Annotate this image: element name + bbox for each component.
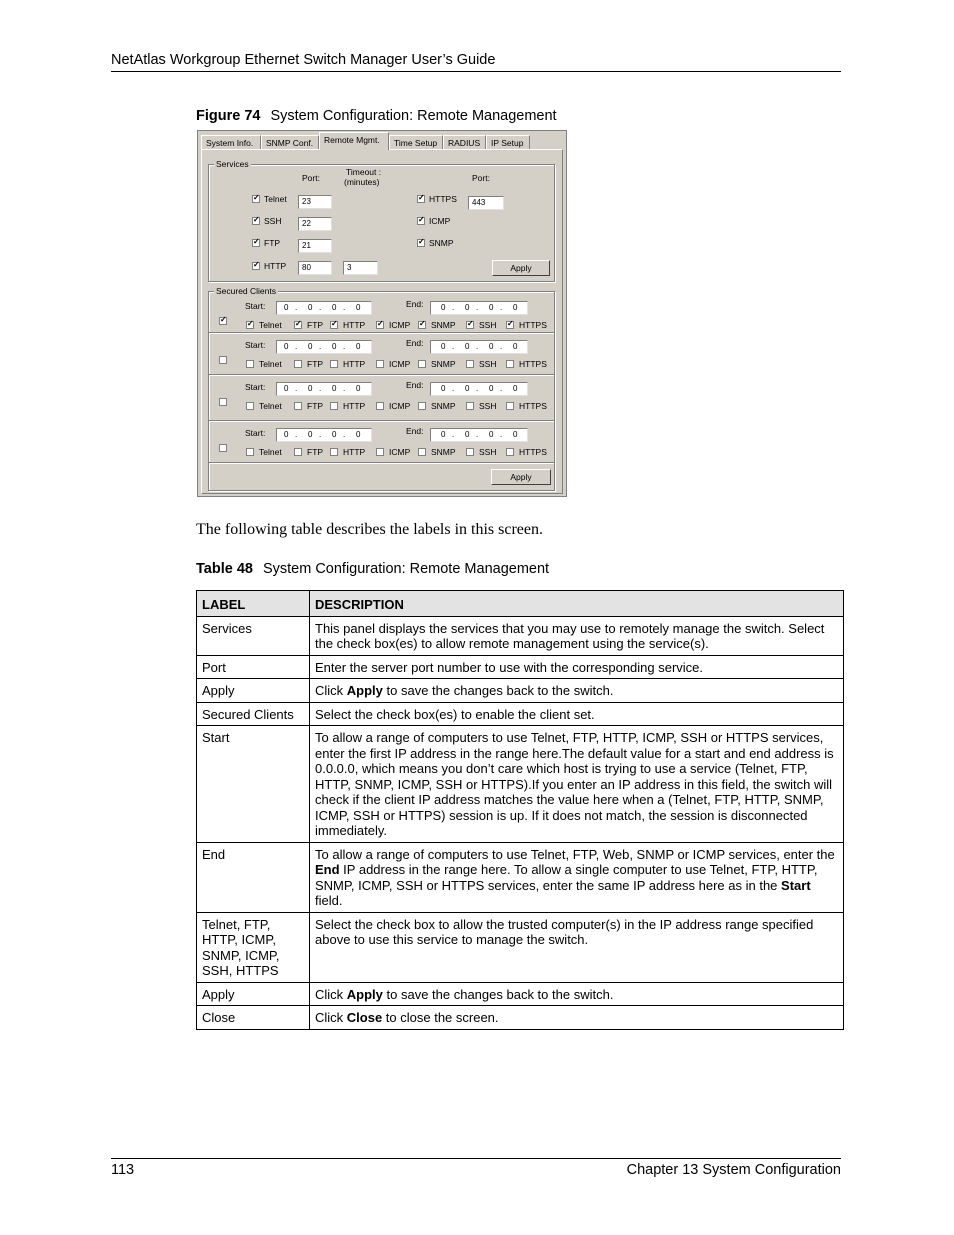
client-row-1-icmp-checkbox[interactable] (376, 321, 384, 329)
timeout-header: Timeout : (346, 167, 382, 177)
label-cell: End (197, 842, 310, 912)
end-ip-octet: 0 (489, 384, 494, 393)
start-ip-octet: 0 (284, 384, 289, 393)
client-row-1-ssh-label: SSH (479, 320, 497, 330)
tab-time-setup[interactable]: Time Setup (389, 135, 443, 149)
client-row-3-icmp-label: ICMP (389, 401, 411, 411)
client-row-4-http-label: HTTP (343, 447, 366, 457)
client-row-2-ssh-checkbox[interactable] (466, 360, 474, 368)
ip-dot: . (476, 384, 479, 393)
client-row-1-http-checkbox[interactable] (330, 321, 338, 329)
description-text: to save the changes back to the switch. (382, 986, 614, 1002)
client-row-4-ssh-label: SSH (479, 447, 497, 457)
client-row-4-icmp-label: ICMP (389, 447, 411, 457)
start-ip-octet: 0 (284, 430, 289, 439)
services-apply-button[interactable]: Apply (492, 260, 550, 276)
ssh-checkbox[interactable] (252, 217, 260, 225)
start-ip-octet: 0 (356, 342, 361, 351)
ip-dot: . (319, 384, 322, 393)
figure-number: Figure 74 (196, 108, 261, 124)
ip-dot: . (343, 342, 346, 351)
client-row-1-ftp-label: FTP (307, 320, 324, 330)
description-cell (310, 616, 844, 655)
end-ip-octet: 0 (465, 342, 470, 351)
ip-dot: . (319, 342, 322, 351)
client-row-2-enable-checkbox[interactable] (219, 356, 227, 364)
intro-paragraph: The following table describes the labels in this screen. (196, 521, 544, 538)
client-row-3-ssh-checkbox[interactable] (466, 402, 474, 410)
start-ip-octet: 0 (284, 342, 289, 351)
ftp-label: FTP (264, 238, 281, 248)
client-row-divider (209, 332, 554, 334)
end-ip-octet: 0 (441, 384, 446, 393)
ip-dot: . (295, 430, 298, 439)
description-text: To allow a range of computers to use Telnet, FTP, HTTP, ICMP, SSH or HTTPS services, enter the first IP address in the range here.The default value for a start and end address is 0.0.0.0, which means you don’t care which host is trying to use a service (Telnet, FTP, HTTP, SNMP, ICMP, SSH or HTTPS).If you enter an IP address in this field, the switch will check if the client IP address matches the value here when a (Telnet, FTP, HTTP, SNMP, ICMP, SSH or HTTPS) session is up. If it does not match, the session is disconnected immediately. (315, 730, 834, 838)
ip-dot: . (500, 384, 503, 393)
client-row-3-http-label: HTTP (343, 401, 366, 411)
description-bold-term: Start (781, 877, 811, 893)
description-bold-term: Apply (346, 986, 383, 1002)
client-row-3-icmp-checkbox[interactable] (376, 402, 384, 410)
page-number: 113 (111, 1162, 135, 1178)
client-row-divider (209, 462, 554, 464)
tab-radius[interactable]: RADIUS (443, 135, 486, 149)
client-row-1-end-label: End: (406, 299, 424, 309)
ip-dot: . (476, 430, 479, 439)
ip-dot: . (500, 430, 503, 439)
client-row-3-ftp-label: FTP (307, 401, 324, 411)
secured-clients-group-title: Secured Clients (216, 286, 277, 296)
timeout-unit: (minutes) (344, 177, 380, 187)
end-ip-octet: 0 (465, 303, 470, 312)
description-cell (310, 726, 844, 843)
ip-dot: . (500, 303, 503, 312)
client-row-2-end-label: End: (406, 338, 424, 348)
label-cell: Telnet, FTP, HTTP, ICMP, SNMP, ICMP, SSH, HTTPS (197, 912, 310, 982)
description-text: This panel displays the services that you may use to remotely manage the switch. Select the check box(es) to allow remote management using the service(s). (315, 620, 825, 651)
client-row-4-snmp-checkbox[interactable] (418, 448, 426, 456)
table-row (197, 679, 844, 703)
client-row-3-end-label: End: (406, 380, 424, 390)
description-cell (310, 912, 844, 982)
client-row-1-telnet-label: Telnet (259, 320, 282, 330)
https-checkbox[interactable] (417, 195, 425, 203)
description-cell (310, 982, 844, 1006)
table-row (197, 702, 844, 726)
description-cell (310, 1006, 844, 1030)
label-cell: Secured Clients (197, 702, 310, 726)
ssh-label: SSH (264, 216, 282, 226)
label-cell: Services (197, 616, 310, 655)
end-ip-octet: 0 (489, 342, 494, 351)
client-row-3-https-checkbox[interactable] (506, 402, 514, 410)
ip-dot: . (343, 384, 346, 393)
end-ip-octet: 0 (513, 342, 518, 351)
tab-system-info[interactable]: System Info. (201, 135, 261, 149)
client-row-3-start-label: Start: (245, 382, 266, 392)
label-cell: Start (197, 726, 310, 843)
client-row-2-end-ip-input[interactable] (430, 340, 528, 354)
https-label: HTTPS (429, 194, 457, 204)
client-row-3-https-label: HTTPS (519, 401, 547, 411)
end-ip-octet: 0 (441, 430, 446, 439)
client-row-4-https-checkbox[interactable] (506, 448, 514, 456)
start-ip-octet: 0 (308, 303, 313, 312)
footer-rule (111, 1158, 841, 1159)
telnet-port-input[interactable]: 23 (298, 195, 332, 209)
client-row-2-http-checkbox[interactable] (330, 360, 338, 368)
description-bold-term: End (315, 862, 340, 877)
client-row-3-ssh-label: SSH (479, 401, 497, 411)
ssh-port-input[interactable]: 22 (298, 217, 332, 231)
table-header-row (197, 591, 844, 617)
tab-ip-setup[interactable]: IP Setup (486, 135, 530, 149)
table-number: Table 48 (196, 561, 253, 577)
header-rule (111, 71, 841, 72)
chapter-title: Chapter 13 System Configuration (626, 1162, 841, 1178)
client-row-divider (209, 374, 554, 376)
client-row-divider (209, 420, 554, 422)
client-row-4-icmp-checkbox[interactable] (376, 448, 384, 456)
client-row-4-ssh-checkbox[interactable] (466, 448, 474, 456)
ip-dot: . (295, 303, 298, 312)
table-row (197, 616, 844, 655)
table-title: System Configuration: Remote Management (262, 561, 550, 577)
figure-title: System Configuration: Remote Management (270, 108, 557, 124)
client-row-1-telnet-checkbox[interactable] (246, 321, 254, 329)
end-ip-octet: 0 (513, 303, 518, 312)
http-port-input[interactable]: 80 (298, 261, 332, 275)
end-ip-octet: 0 (513, 430, 518, 439)
client-row-2-start-label: Start: (245, 340, 266, 350)
client-row-4-telnet-checkbox[interactable] (246, 448, 254, 456)
snmp-label: SNMP (429, 238, 454, 248)
icmp-checkbox[interactable] (417, 217, 425, 225)
description-bold-term: Close (346, 1010, 383, 1025)
client-row-1-start-label: Start: (245, 301, 266, 311)
services-group-title: Services (216, 159, 249, 169)
client-row-2-snmp-checkbox[interactable] (418, 360, 426, 368)
table-row (197, 726, 844, 843)
secured-clients-group (208, 286, 555, 491)
ip-dot: . (500, 342, 503, 351)
ip-dot: . (452, 342, 455, 351)
start-ip-octet: 0 (284, 303, 289, 312)
https-port-input[interactable]: 443 (468, 196, 504, 210)
description-text: Select the check box(es) to enable the client set. (315, 706, 595, 722)
client-row-2-ssh-label: SSH (479, 359, 497, 369)
start-ip-octet: 0 (356, 430, 361, 439)
start-ip-octet: 0 (356, 384, 361, 393)
client-row-3-snmp-checkbox[interactable] (418, 402, 426, 410)
ip-dot: . (295, 384, 298, 393)
client-row-4-telnet-label: Telnet (259, 447, 282, 457)
start-ip-octet: 0 (332, 430, 337, 439)
description-text: Click (315, 986, 347, 1002)
secured-clients-apply-button[interactable]: Apply (491, 469, 551, 485)
client-row-1-https-label: HTTPS (519, 320, 547, 330)
client-row-2-ftp-checkbox[interactable] (294, 360, 302, 368)
start-ip-octet: 0 (332, 342, 337, 351)
description-text: Click (315, 683, 347, 698)
client-row-3-ftp-checkbox[interactable] (294, 402, 302, 410)
end-ip-octet: 0 (465, 384, 470, 393)
description-text: to close the screen. (382, 1010, 499, 1025)
client-row-2-telnet-label: Telnet (259, 359, 282, 369)
start-ip-octet: 0 (308, 342, 313, 351)
client-row-2-https-label: HTTPS (519, 359, 547, 369)
column-header-label: LABEL (197, 591, 310, 617)
start-ip-octet: 0 (356, 303, 361, 312)
description-text: Click (315, 1010, 347, 1025)
start-ip-octet: 0 (308, 384, 313, 393)
label-cell: Apply (197, 679, 310, 703)
table-caption (196, 561, 549, 577)
ip-dot: . (452, 430, 455, 439)
services-group (208, 159, 555, 282)
figure-caption (196, 108, 557, 124)
running-header: NetAtlas Workgroup Ethernet Switch Manager User’s Guide (111, 52, 496, 68)
label-cell: Close (197, 1006, 310, 1030)
description-text: to save the changes back to the switch. (382, 683, 614, 698)
description-text: Enter the server port number to use with the corresponding service. (315, 659, 704, 675)
end-ip-octet: 0 (489, 430, 494, 439)
client-row-4-end-ip-input[interactable] (430, 428, 528, 442)
ip-dot: . (343, 303, 346, 312)
tab-snmp-conf[interactable]: SNMP Conf. (261, 135, 319, 149)
tab-panel (201, 149, 563, 494)
start-ip-octet: 0 (332, 303, 337, 312)
start-ip-octet: 0 (332, 384, 337, 393)
client-row-4-http-checkbox[interactable] (330, 448, 338, 456)
end-ip-octet: 0 (441, 342, 446, 351)
icmp-label: ICMP (429, 216, 451, 226)
end-ip-octet: 0 (465, 430, 470, 439)
client-row-4-ftp-checkbox[interactable] (294, 448, 302, 456)
description-text: To allow a range of computers to use Telnet, FTP, Web, SNMP or ICMP services, enter the (315, 846, 835, 862)
snmp-checkbox[interactable] (417, 239, 425, 247)
http-checkbox[interactable] (252, 262, 260, 270)
client-row-1-https-checkbox[interactable] (506, 321, 514, 329)
table-row (197, 982, 844, 1006)
client-row-4-https-label: HTTPS (519, 447, 547, 457)
telnet-checkbox[interactable] (252, 195, 260, 203)
client-row-1-start-ip-input[interactable] (276, 301, 372, 315)
ip-dot: . (476, 342, 479, 351)
client-row-1-snmp-label: SNMP (431, 320, 456, 330)
client-row-2-https-checkbox[interactable] (506, 360, 514, 368)
remote-management-window (197, 130, 567, 497)
description-text: Select the check box to allow the trusted computer(s) in the IP address range specified above to use this service to manage the switch. (315, 916, 814, 947)
description-bold-term: Apply (346, 683, 383, 698)
client-row-2-ftp-label: FTP (307, 359, 324, 369)
client-row-2-icmp-checkbox[interactable] (376, 360, 384, 368)
ftp-checkbox[interactable] (252, 239, 260, 247)
client-row-1-ftp-checkbox[interactable] (294, 321, 302, 329)
ip-dot: . (452, 303, 455, 312)
telnet-label: Telnet (264, 194, 287, 204)
client-row-2-telnet-checkbox[interactable] (246, 360, 254, 368)
port-header: Port: (302, 173, 320, 183)
client-row-1-enable-checkbox[interactable] (219, 317, 227, 325)
client-row-2-http-label: HTTP (343, 359, 366, 369)
client-row-3-telnet-label: Telnet (259, 401, 282, 411)
label-cell: Apply (197, 982, 310, 1006)
client-row-3-end-ip-input[interactable] (430, 382, 528, 396)
ip-dot: . (319, 303, 322, 312)
http-label: HTTP (264, 261, 287, 271)
ftp-port-input[interactable]: 21 (298, 239, 332, 253)
client-row-3-start-ip-input[interactable] (276, 382, 372, 396)
client-row-1-snmp-checkbox[interactable] (418, 321, 426, 329)
label-cell: Port (197, 655, 310, 679)
client-row-3-snmp-label: SNMP (431, 401, 456, 411)
client-row-3-enable-checkbox[interactable] (219, 398, 227, 406)
client-row-1-ssh-checkbox[interactable] (466, 321, 474, 329)
client-row-1-end-ip-input[interactable] (430, 301, 528, 315)
column-header-description: DESCRIPTION (310, 591, 844, 617)
right-port-header: Port: (472, 173, 490, 183)
client-row-2-snmp-label: SNMP (431, 359, 456, 369)
table-row (197, 1006, 844, 1030)
start-ip-octet: 0 (308, 430, 313, 439)
description-cell (310, 842, 844, 912)
description-cell (310, 702, 844, 726)
ip-dot: . (295, 342, 298, 351)
client-row-4-ftp-label: FTP (307, 447, 324, 457)
description-cell (310, 679, 844, 703)
end-ip-octet: 0 (513, 384, 518, 393)
table-row (197, 655, 844, 679)
table-row (197, 842, 844, 912)
client-row-4-start-label: Start: (245, 428, 266, 438)
client-row-1-http-label: HTTP (343, 320, 366, 330)
client-row-1-icmp-label: ICMP (389, 320, 411, 330)
ip-dot: . (319, 430, 322, 439)
http-timeout-input[interactable]: 3 (343, 261, 378, 275)
table-row (197, 912, 844, 982)
ip-dot: . (476, 303, 479, 312)
ip-dot: . (452, 384, 455, 393)
end-ip-octet: 0 (441, 303, 446, 312)
client-row-2-icmp-label: ICMP (389, 359, 411, 369)
client-row-4-enable-checkbox[interactable] (219, 444, 227, 452)
tab-remote-mgmt[interactable]: Remote Mgmt. (319, 132, 389, 150)
client-row-4-end-label: End: (406, 426, 424, 436)
description-text: field. (315, 893, 343, 908)
description-cell (310, 655, 844, 679)
client-row-3-telnet-checkbox[interactable] (246, 402, 254, 410)
ip-dot: . (343, 430, 346, 439)
client-row-4-snmp-label: SNMP (431, 447, 456, 457)
label-description-table (196, 590, 844, 1030)
client-row-2-start-ip-input[interactable] (276, 340, 372, 354)
end-ip-octet: 0 (489, 303, 494, 312)
client-row-4-start-ip-input[interactable] (276, 428, 372, 442)
description-text: IP address in the range here. To allow a single computer to use Telnet, FTP, HTTP, SNMP, ICMP, SSH or HTTPS services, enter the same IP address here as in the (315, 862, 818, 893)
client-row-3-http-checkbox[interactable] (330, 402, 338, 410)
